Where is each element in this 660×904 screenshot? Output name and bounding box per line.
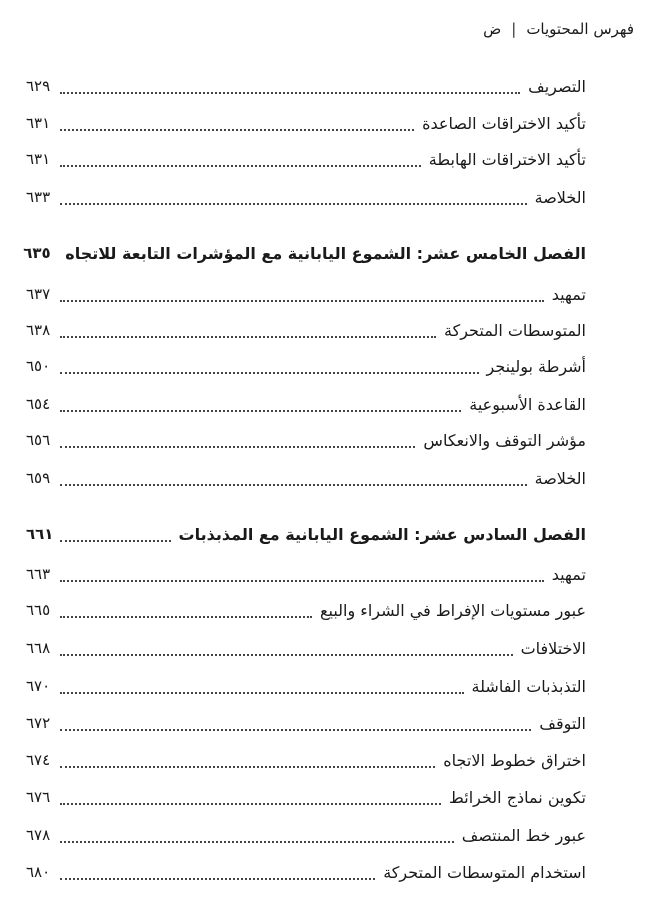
toc-entry[interactable] (26, 784, 586, 810)
toc-entry[interactable] (26, 747, 586, 773)
toc-entry[interactable] (26, 110, 586, 136)
entry-title: التذبذبات الفاشلة (471, 676, 586, 696)
page-number: ٦٥٩ (26, 469, 51, 487)
entry-title: الخلاصة (534, 468, 586, 488)
page-number: ٦٧٨ (26, 826, 51, 844)
dot-leader (60, 803, 441, 805)
entry-title: تمهيد (551, 564, 586, 584)
page-number: ٦٥٦ (26, 431, 51, 449)
dot-leader (60, 654, 513, 656)
toc-entry[interactable] (26, 673, 586, 699)
page-number: ٦٣١ (26, 150, 51, 168)
toc-entry[interactable] (26, 465, 586, 491)
dot-leader (60, 372, 479, 374)
page-number: ٦٣٧ (26, 285, 51, 303)
entry-title: تأكيد الاختراقات الهابطة (428, 149, 586, 169)
dot-leader (60, 336, 436, 338)
dot-leader (60, 129, 414, 131)
entry-title: القاعدة الأسبوعية (469, 394, 586, 414)
entry-title: مؤشر التوقف والانعكاس (423, 430, 586, 450)
toc-entry[interactable] (26, 146, 586, 172)
dot-leader (60, 484, 527, 486)
page-number: ٦٧٠ (26, 677, 51, 695)
toc-entry[interactable] (26, 635, 586, 661)
entry-title: تأكيد الاختراقات الصاعدة (422, 113, 586, 133)
toc-entry[interactable] (26, 597, 586, 623)
page-number: ٦٣٣ (26, 188, 51, 206)
dot-leader (60, 766, 435, 768)
toc-entry[interactable] (26, 561, 586, 587)
page-number: ٦٦١ (26, 525, 54, 543)
entry-title: استخدام المتوسطات المتحركة (383, 862, 586, 882)
toc-entry[interactable] (26, 73, 586, 99)
toc-entry[interactable] (26, 281, 586, 307)
header-title: فهرس المحتويات (526, 20, 634, 38)
chapter-title: الفصل السادس عشر: الشموع اليابانية مع المذبذبات (178, 524, 586, 544)
dot-leader (60, 165, 421, 167)
toc-entry[interactable] (26, 427, 586, 453)
toc-entry[interactable] (26, 859, 586, 885)
running-header (483, 18, 634, 40)
page-number: ٦٧٤ (26, 751, 51, 769)
page-letter: ض (483, 20, 502, 38)
page-number: ٦٥٤ (26, 395, 51, 413)
toc-entry[interactable] (26, 710, 586, 736)
dot-leader (60, 92, 520, 94)
entry-title: المتوسطات المتحركة (444, 320, 586, 340)
entry-title: أشرطة بولينجر (486, 356, 586, 376)
dot-leader (60, 692, 464, 694)
dot-leader (60, 540, 171, 542)
entry-title: الخلاصة (534, 187, 586, 207)
dot-leader (60, 580, 544, 582)
entry-title: اختراق خطوط الاتجاه (443, 750, 586, 770)
page-number: ٦٣٨ (26, 321, 51, 339)
entry-title: تكوين نماذج الخرائط (449, 787, 586, 807)
toc-entry[interactable] (26, 353, 586, 379)
toc-entry[interactable] (26, 317, 586, 343)
page-number: ٦٧٦ (26, 788, 51, 806)
page-number: ٦٦٣ (26, 565, 51, 583)
page-number: ٦٣١ (26, 114, 51, 132)
header-separator: | (511, 20, 517, 38)
page-number: ٦٣٥ (23, 244, 51, 262)
toc-chapter-entry[interactable] (26, 521, 586, 547)
entry-title: عبور خط المنتصف (461, 825, 586, 845)
dot-leader (60, 410, 461, 412)
dot-leader (60, 729, 531, 731)
entry-title: عبور مستويات الإفراط في الشراء والبيع (319, 600, 586, 620)
page-number: ٦٦٥ (26, 601, 51, 619)
entry-title: التوقف (539, 713, 586, 733)
entry-title: تمهيد (551, 284, 586, 304)
dot-leader (60, 203, 527, 205)
page-number: ٦٢٩ (26, 77, 51, 95)
dot-leader (60, 878, 375, 880)
dot-leader (60, 300, 544, 302)
dot-leader (60, 841, 454, 843)
entry-title: الاختلافات (520, 638, 586, 658)
dot-leader (60, 446, 415, 448)
page-number: ٦٨٠ (26, 863, 51, 881)
page-number: ٦٦٨ (26, 639, 51, 657)
toc-entry[interactable] (26, 391, 586, 417)
chapter-title: الفصل الخامس عشر: الشموع اليابانية مع المؤشرات التابعة للاتجاه (65, 243, 586, 263)
page-number: ٦٥٠ (26, 357, 51, 375)
entry-title: التصريف (528, 76, 586, 96)
dot-leader (60, 616, 312, 618)
toc-entry[interactable] (26, 184, 586, 210)
page-number: ٦٧٢ (26, 714, 51, 732)
toc-chapter-entry[interactable] (23, 240, 586, 266)
toc-entry[interactable] (26, 822, 586, 848)
